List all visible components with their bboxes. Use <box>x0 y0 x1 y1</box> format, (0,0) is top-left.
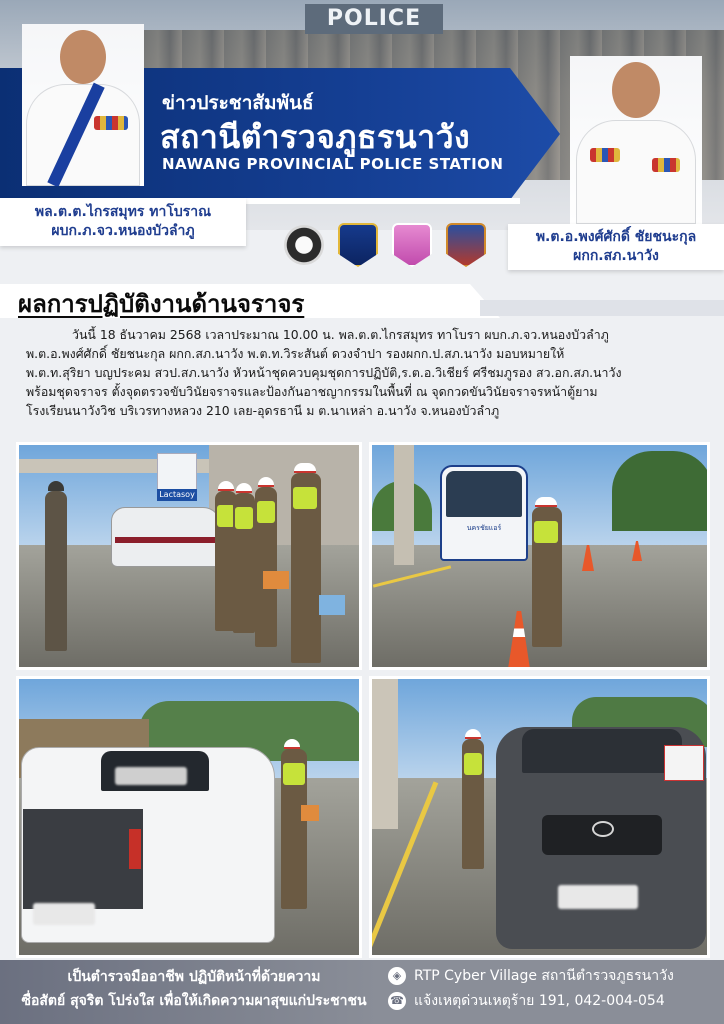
pickup-windshield <box>522 729 682 773</box>
portrait-left-uniform <box>26 84 140 186</box>
officer-figure <box>45 491 67 651</box>
license-plate-blurred <box>33 903 95 925</box>
photo-bus-checkpoint <box>369 442 710 670</box>
officer-figure <box>532 507 562 647</box>
header-subtitle: ข่าวประชาสัมพันธ์ <box>162 92 314 114</box>
portrait-right-badge <box>652 158 680 172</box>
pink-shield-logo <box>392 223 432 267</box>
header-title: สถานีตำรวจภูธรนาวัง <box>160 118 471 156</box>
roadside-sign <box>664 745 704 781</box>
name-box-right <box>508 224 724 270</box>
officer-figure <box>291 473 321 663</box>
portrait-right-uniform <box>576 120 696 224</box>
document-folder <box>319 595 345 615</box>
station-logo <box>446 223 486 267</box>
bus-windshield <box>446 471 522 517</box>
portrait-left <box>22 24 144 186</box>
photo-checkpoint-car <box>16 442 362 670</box>
portrait-left-head <box>60 30 106 84</box>
document-folder <box>263 571 289 589</box>
article-title: ผลการปฏิบัติงานด้านจราจร <box>18 290 305 318</box>
name-box-left <box>0 198 246 246</box>
article-line: พ.ต.อ.พงศ์ศักดิ์ ชัยชนะกุล ผกก.สภ.นาวัง พ.ต.ท.วิระสันต์ ดวงจำปา รองผกก.ป.สภ.นาวัง มอบหมายให้ <box>26 346 565 361</box>
footer-web-row <box>388 965 674 987</box>
pickup-taillight <box>129 829 141 869</box>
article-line: พร้อมชุดจราจร ตั้งจุดตรวจขับวินัยจราจรและป้องกันอาชญากรรมในพื้นที่ ณ จุดกวดขันวินัยจราจรหน้าตู้ยาม <box>26 384 598 399</box>
concrete-pillar <box>394 445 414 565</box>
footer-motto <box>14 965 374 1013</box>
officer-left-title: ผบก.ภ.จว.หนองบัวลำภู <box>51 223 195 239</box>
portrait-right <box>570 56 702 224</box>
motto-line-2: ซื่อสัตย์ สุจริต โปร่งใส เพื่อให้เกิดความผาสุขแก่ประชาชน <box>21 993 367 1009</box>
article-line: พ.ต.ท.สุริยา บญประคม สวป.สภ.นาวัง หัวหน้าชุดควบคุมชุดการปฏิบัติ,ร.ต.อ.วิเชียร์ ศรีชมภูรอง สว.อก.สภ.นาวัง <box>26 365 622 380</box>
officer-left-name: พล.ต.ต.ไกรสมุทร ทาโบราณ <box>34 204 212 220</box>
officer-figure <box>255 487 277 647</box>
lactasoy-sign-text: Lactasoy <box>159 490 195 499</box>
pickup-tailgate <box>23 809 143 909</box>
article-line: โรงเรียนนาวังวิช บริเวรทางหลวง 210 เลย-อุดรธานี ม ต.นาเหล่า อ.นาวัง จ.หนองบัวลำภู <box>26 403 500 418</box>
police-emblem-logo <box>284 225 324 265</box>
footer-web-text: RTP Cyber Village สถานีตำรวจภูธรนาวัง <box>414 968 674 984</box>
patrol-car-stripe <box>115 537 215 543</box>
lactasoy-sign <box>157 489 197 501</box>
concrete-pillar <box>372 679 398 829</box>
provincial-police-logo <box>338 223 378 267</box>
header-title-english: NAWANG PROVINCIAL POLICE STATION <box>162 155 504 173</box>
globe-icon: ◈ <box>388 967 406 985</box>
police-sign: POLICE <box>305 4 443 34</box>
article-line: วันนี้ 18 ธันวาคม 2568 เวลาประมาณ 10.00 น. พล.ต.ต.ไกรสมุทร ทาโบรา ผบก.ภ.จว.หนองบัวลำภู <box>72 327 609 342</box>
toyota-logo-icon <box>592 821 614 837</box>
photo-dark-pickup <box>369 676 710 958</box>
bus-text: นครชัยแอร์ <box>466 524 502 532</box>
logo-row <box>284 218 496 272</box>
officer-right-name: พ.ต.อ.พงศ์ศักดิ์ ชัยชนะกุล <box>535 229 697 245</box>
officer-right-title: ผกก.สภ.นาวัง <box>573 248 659 264</box>
article-body <box>26 325 706 420</box>
portrait-right-head <box>612 62 660 118</box>
officer-figure <box>281 749 307 909</box>
officer-figure <box>233 493 255 633</box>
phone-icon: ☎ <box>388 992 406 1010</box>
sticker-blurred <box>115 767 187 785</box>
officer-figure <box>462 739 484 869</box>
document-folder <box>301 805 319 821</box>
section-title-accent <box>480 300 724 316</box>
portrait-right-medals <box>590 148 620 162</box>
motto-line-1: เป็นตำรวจมืออาชีพ ปฏิบัติหน้าที่ด้วยความ <box>67 969 321 985</box>
trees <box>612 451 710 531</box>
footer-phone-row <box>388 990 665 1012</box>
photo-white-pickup <box>16 676 362 958</box>
license-plate-blurred <box>558 885 638 909</box>
footer-phone-text: แจ้งเหตุด่วนเหตุร้าย 191, 042-004-054 <box>414 993 665 1009</box>
portrait-left-medals <box>94 116 128 130</box>
bus-destination-text <box>448 523 520 533</box>
